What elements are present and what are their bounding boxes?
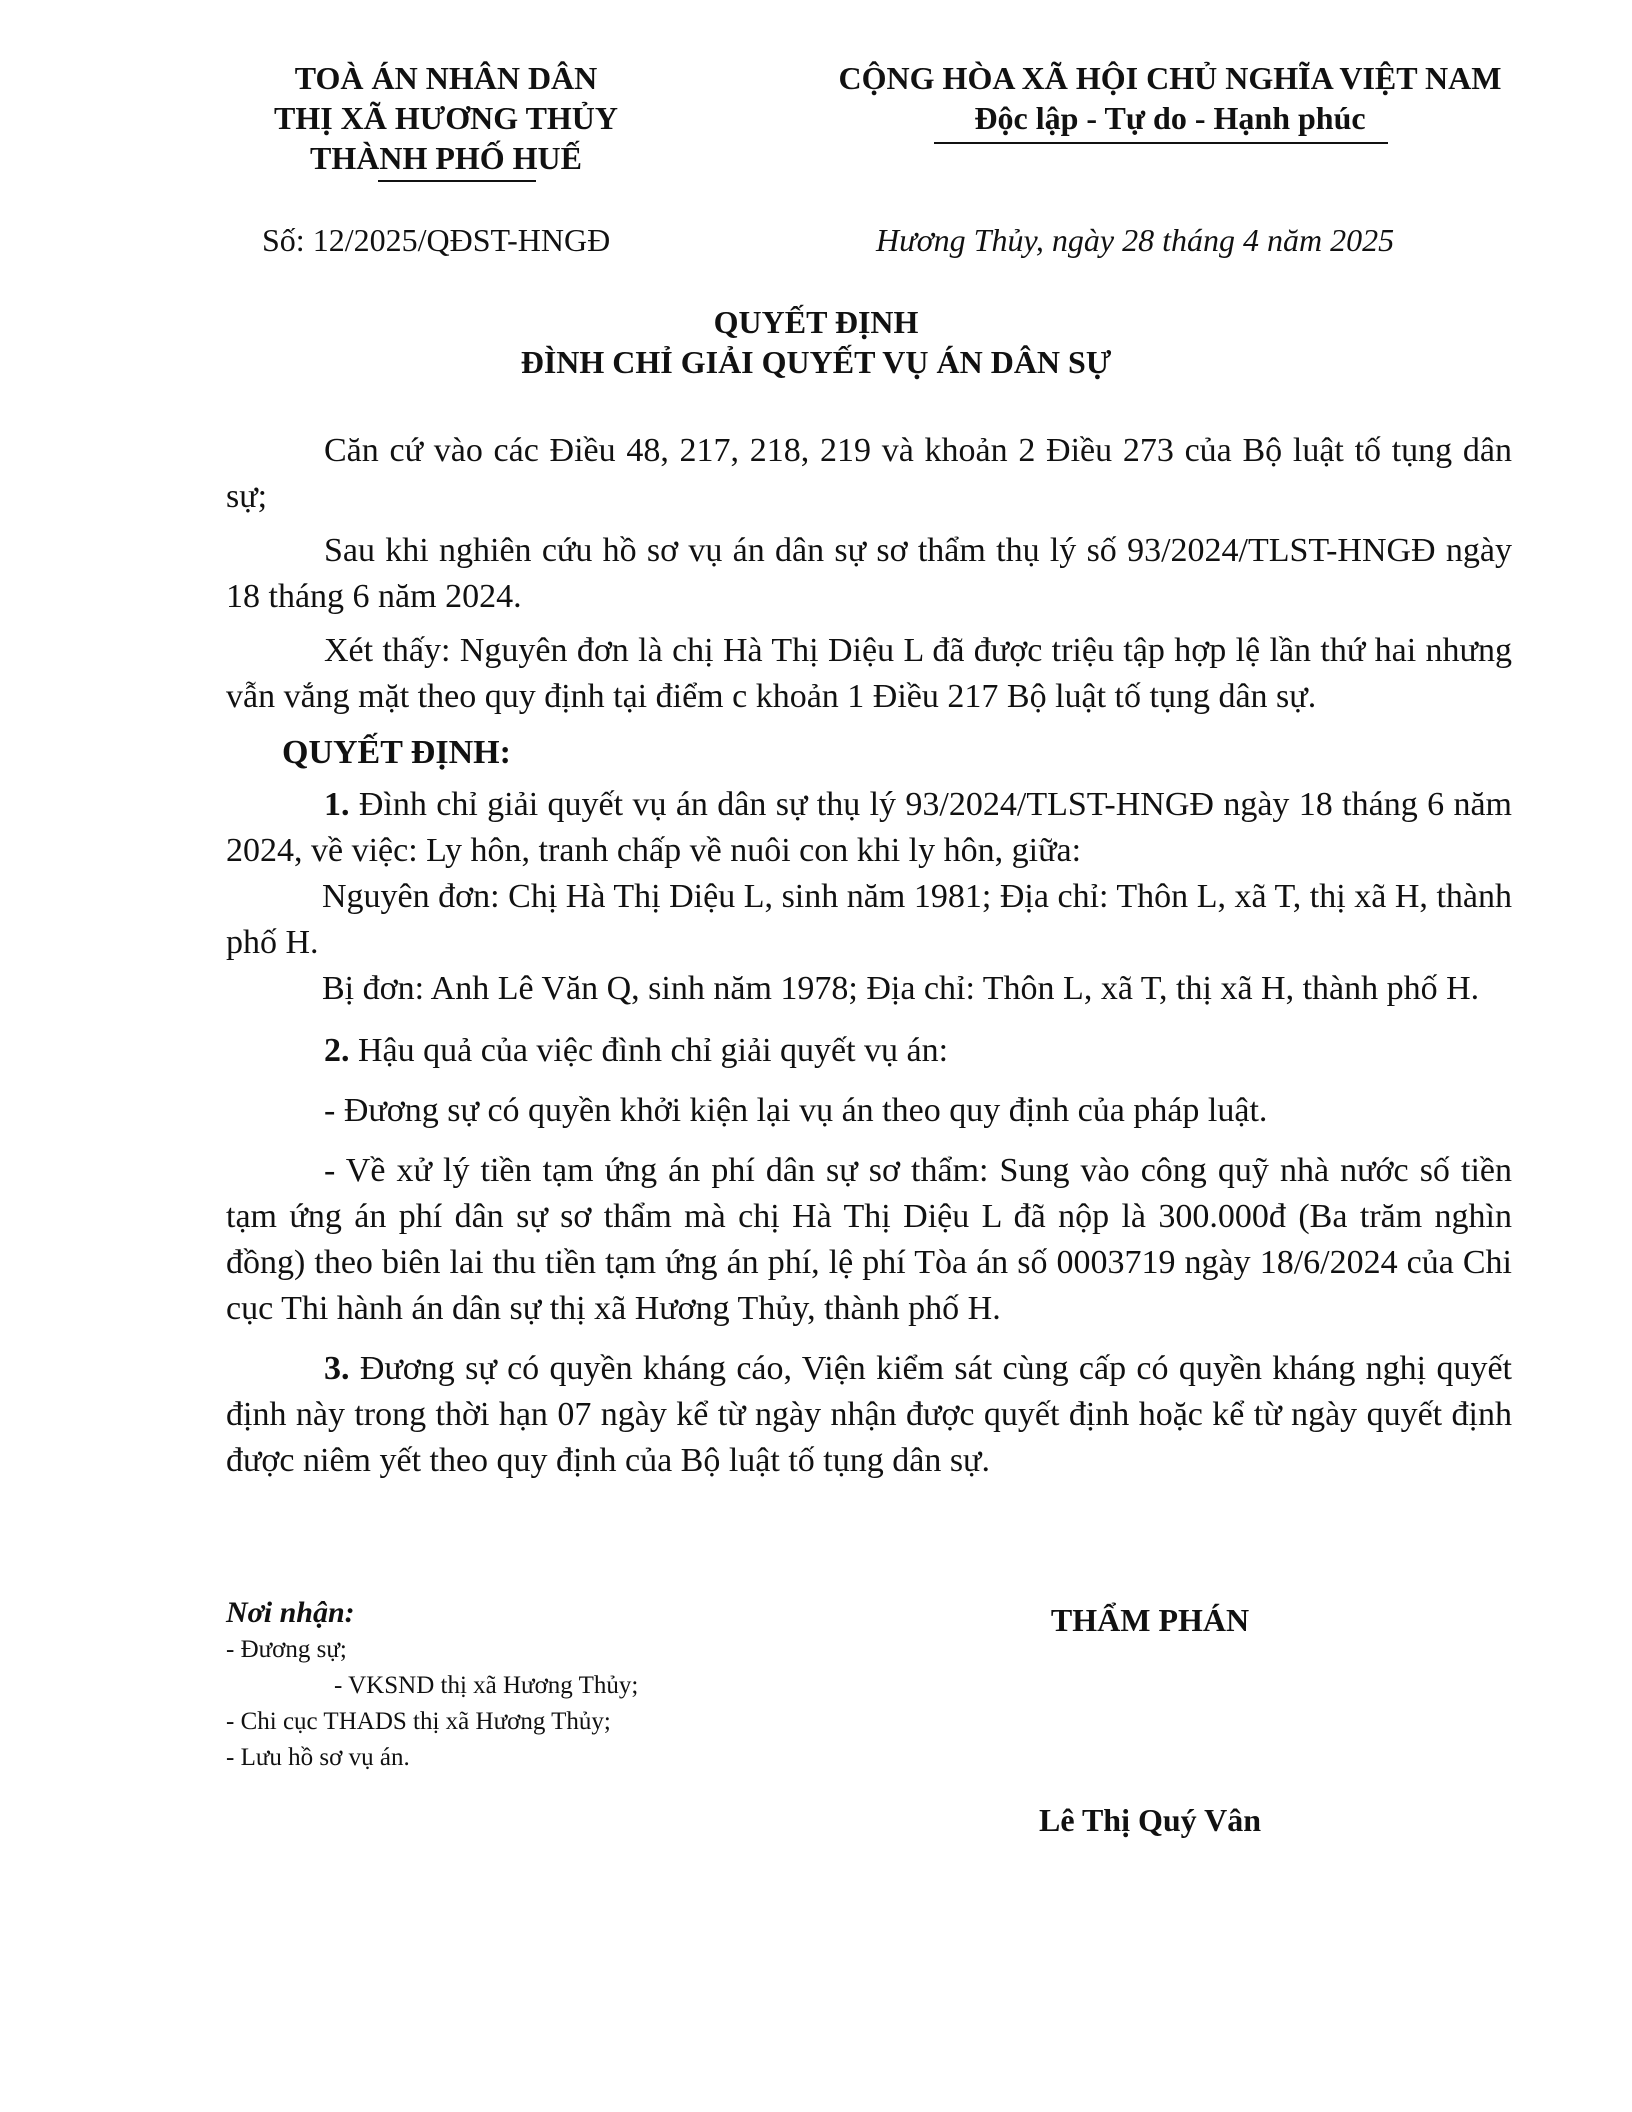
item-3 [226,1346,1512,1484]
recipient-item: - Đương sự; [226,1636,347,1663]
recipients-block [226,1596,786,1776]
place-date: Hương Thủy, ngày 28 tháng 4 năm 2025 [876,222,1395,258]
court-line-1: TOÀ ÁN NHÂN DÂN [294,60,598,96]
item-3-text: Đương sự có quyền kháng cáo, Viện kiểm sát cùng cấp có quyền kháng nghị quyết định này trong thời hạn 07 ngày kể từ ngày nhận được quyết định hoặc kể từ ngày quyết định được niêm yết theo quy định của Bộ luật tố tụng dân sự. [226,1350,1512,1479]
item-1-plaintiff: Nguyên đơn: Chị Hà Thị Diệu L, sinh năm 1981; Địa chỉ: Thôn L, xã T, thị xã H, thành phố H. [226,878,1512,961]
recipient-item: - Chi cục THADS thị xã Hương Thủy; [226,1708,611,1735]
recipient-item: - VKSND thị xã Hương Thủy; [334,1672,639,1699]
motto-underline [934,142,1388,144]
document-body [226,428,1512,1484]
item-1 [226,782,1512,874]
recipients-title: Nơi nhận: [226,1596,355,1629]
item-2-bullet-2: - Về xử lý tiền tạm ứng án phí dân sự sơ thẩm: Sung vào công quỹ nhà nước số tiền tạm ứng án phí dân sự sơ thẩm mà chị Hà Thị Diệu L đã nộp là 300.000đ (Ba trăm nghìn đồng) theo biên lai thu tiền tạm ứng án phí, lệ phí Tòa án số 0003719 ngày 18/6/2024 của Chi cục Thi hành án dân sự thị xã Hương Thủy, thành phố H. [226,1152,1512,1327]
court-line-2: THỊ XÃ HƯƠNG THỦY [273,100,619,136]
item-2-number: 2. [324,1032,350,1069]
item-1-defendant: Bị đơn: Anh Lê Văn Q, sinh năm 1978; Địa chỉ: Thôn L, xã T, thị xã H, thành phố H. [322,970,1480,1007]
item-2-text: Hậu quả của việc đình chỉ giải quyết vụ án: [349,1032,949,1069]
document-number: Số: 12/2025/QĐST-HNGĐ [262,222,611,258]
national-motto: Độc lập - Tự do - Hạnh phúc [974,100,1366,136]
item-2-bullet-1: - Đương sự có quyền khởi kiện lại vụ án theo quy định của pháp luật. [324,1092,1268,1129]
national-motto-block [790,58,1550,138]
item-1-number: 1. [324,786,350,823]
court-line-3: THÀNH PHỐ HUẾ [309,140,582,176]
decision-heading: QUYẾT ĐỊNH: [282,734,511,771]
item-3-number: 3. [324,1350,350,1387]
signature-role: THẨM PHÁN [1050,1602,1250,1638]
national-title: CỘNG HÒA XÃ HỘI CHỦ NGHĨA VIỆT NAM [838,60,1502,96]
court-name-block [226,58,666,178]
recipient-item: - Lưu hồ sơ vụ án. [226,1744,410,1771]
document-title [0,302,1632,382]
preamble-case-review: Sau khi nghiên cứu hồ sơ vụ án dân sự sơ thẩm thụ lý số 93/2024/TLST-HNGĐ ngày 18 tháng 6 năm 2024. [226,532,1512,615]
item-2 [226,1028,1512,1074]
preamble-finding: Xét thấy: Nguyên đơn là chị Hà Thị Diệu L đã được triệu tập hợp lệ lần thứ hai nhưng vẫn vắng mặt theo quy định tại điểm c khoản 1 Điều 217 Bộ luật tố tụng dân sự. [226,632,1512,715]
title-line-1: QUYẾT ĐỊNH [713,304,919,340]
signature-name: Lê Thị Quý Vân [1038,1802,1261,1838]
court-underline [378,180,536,182]
title-line-2: ĐÌNH CHỈ GIẢI QUYẾT VỤ ÁN DÂN SỰ [520,344,1112,380]
preamble-legal-basis: Căn cứ vào các Điều 48, 217, 218, 219 và khoản 2 Điều 273 của Bộ luật tố tụng dân sự; [226,432,1512,515]
item-1-text: Đình chỉ giải quyết vụ án dân sự thụ lý 93/2024/TLST-HNGĐ ngày 18 tháng 6 năm 2024, về việc: Ly hôn, tranh chấp về nuôi con khi ly hôn, giữa: [226,786,1512,869]
